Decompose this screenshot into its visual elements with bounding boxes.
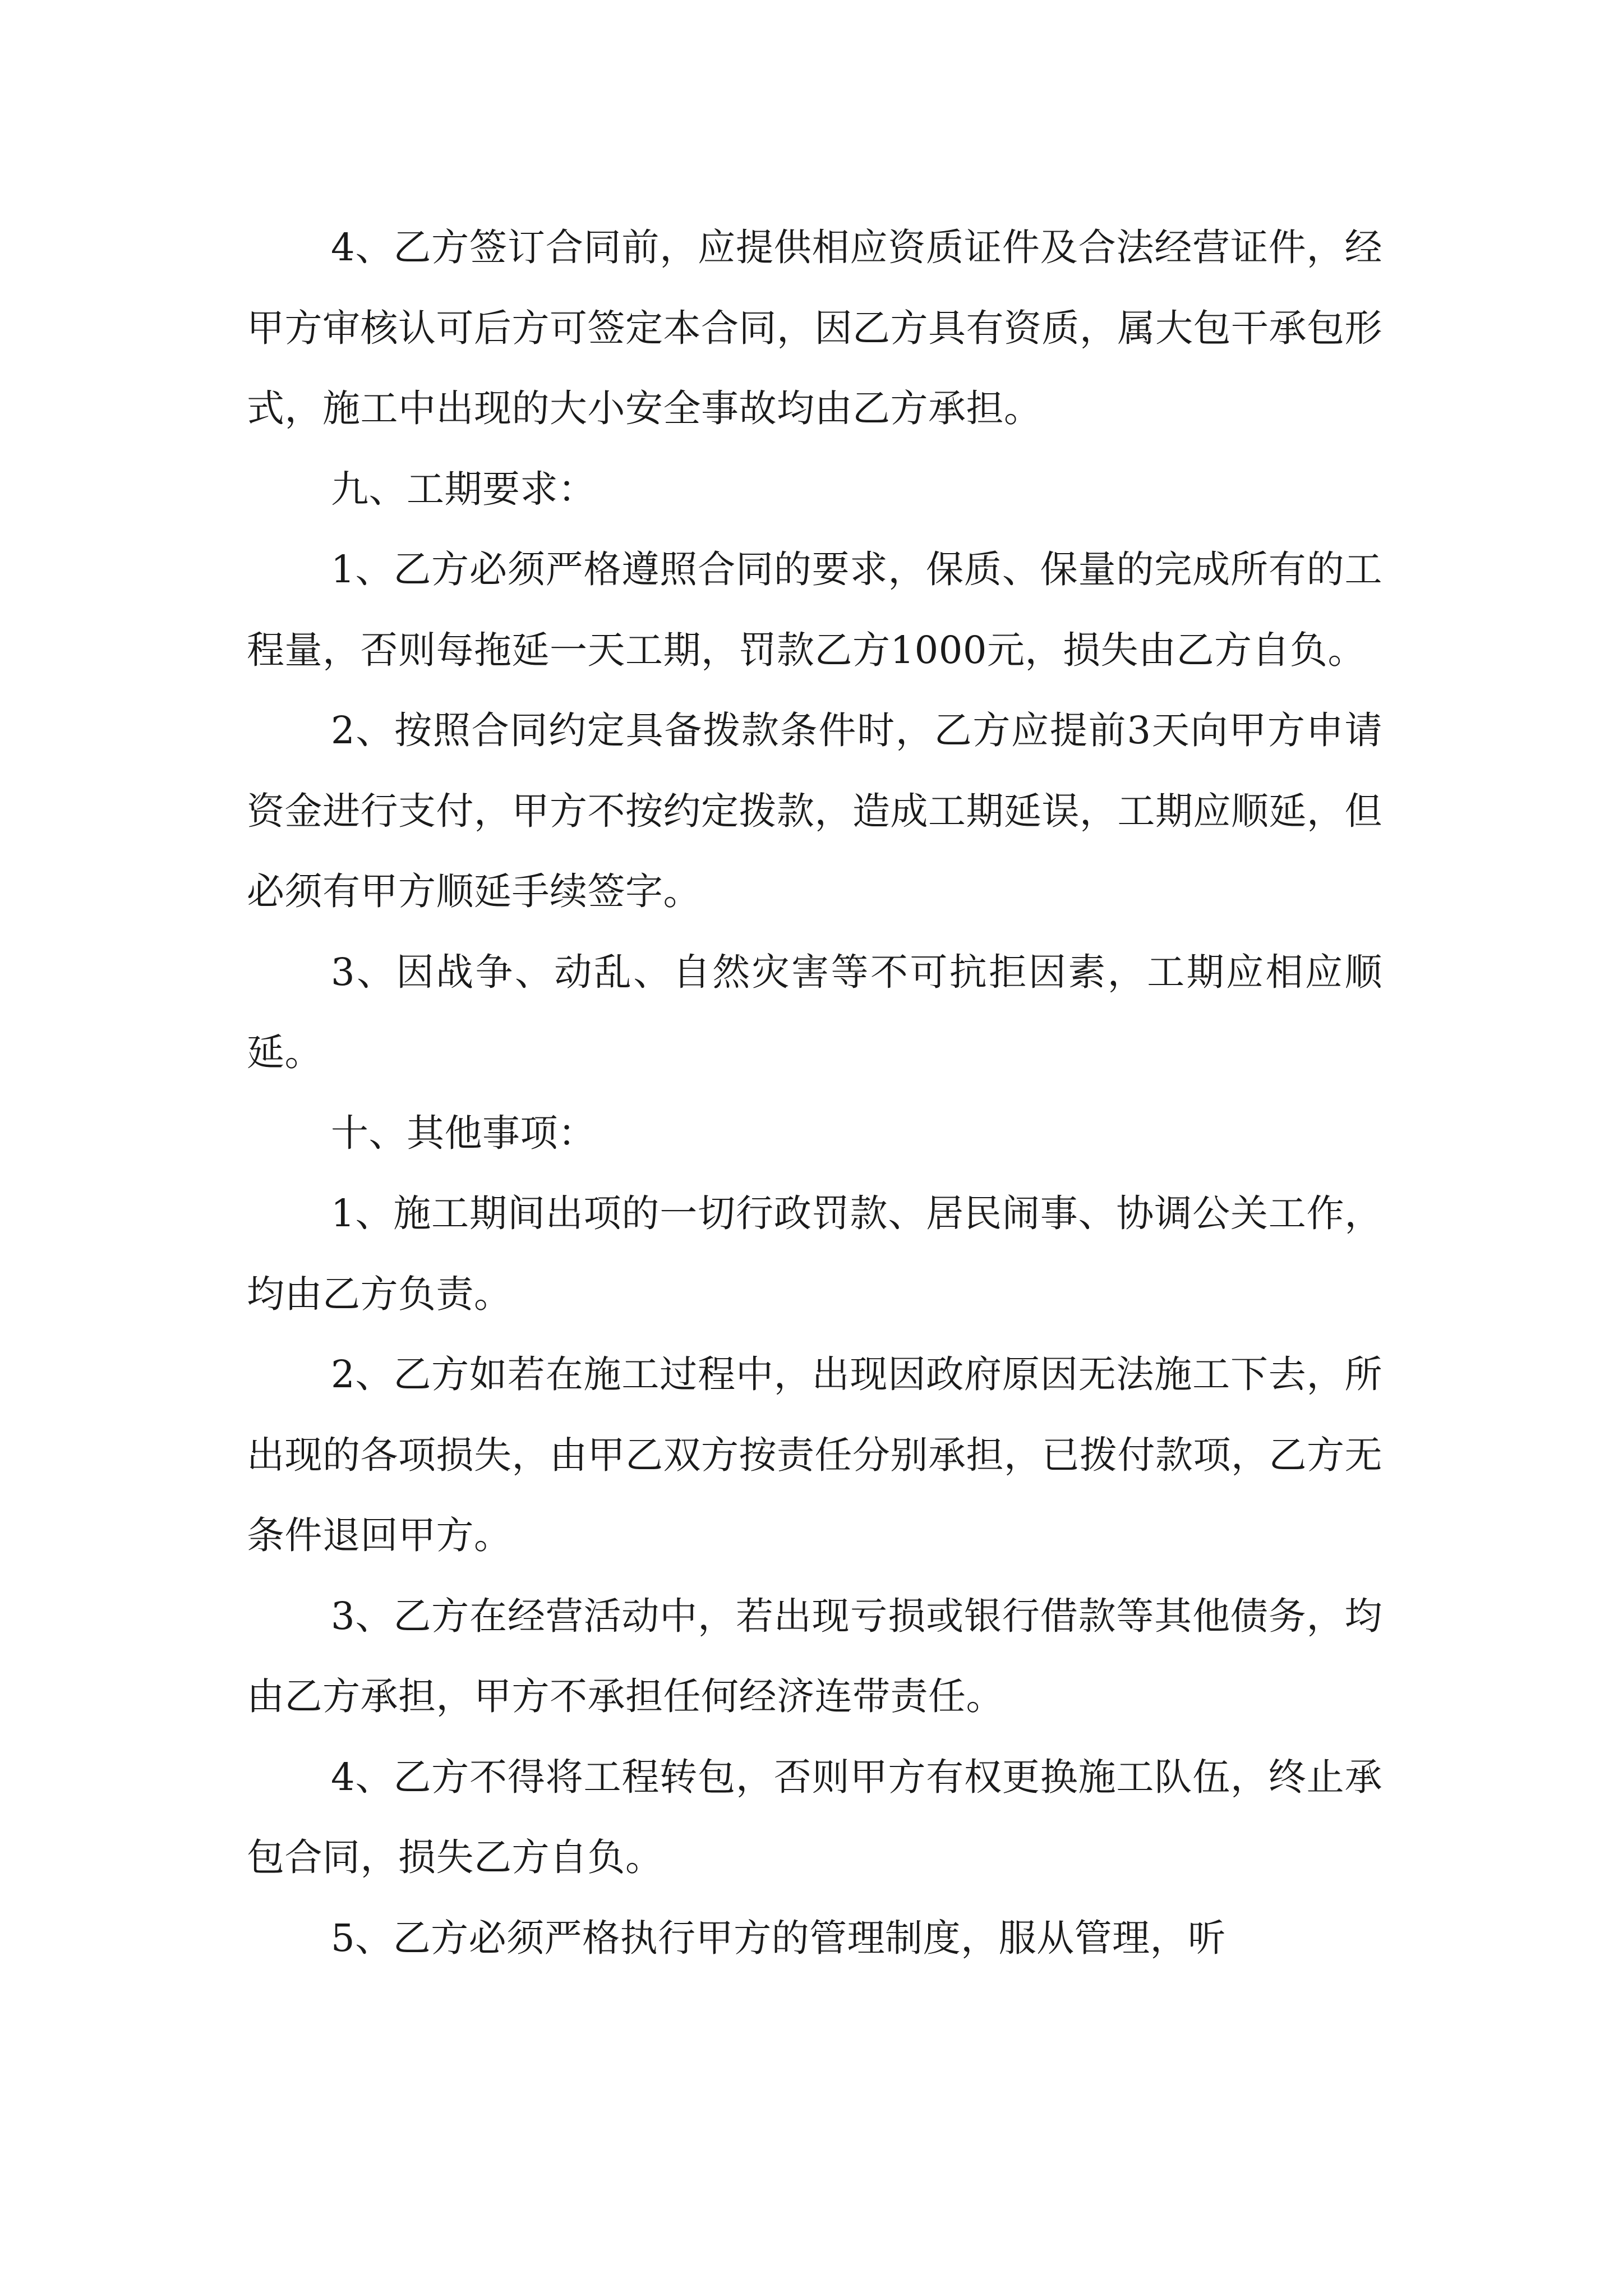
paragraph-other-clause-3: 3、乙方在经营活动中，若出现亏损或银行借款等其他债务，均由乙方承担，甲方不承担任何经济连带责任。: [247, 1594, 1382, 1718]
paragraph-schedule-clause-1: 1、乙方必须严格遵照合同的要求，保质、保量的完成所有的工程量，否则每拖延一天工期，罚款乙方1000元，损失由乙方自负。: [247, 547, 1382, 672]
document-body: [247, 208, 1382, 1978]
paragraph-other-clause-2: 2、乙方如若在施工过程中，出现因政府原因无法施工下去，所出现的各项损失，由甲乙双方按责任分别承担，已拨付款项，乙方无条件退回甲方。: [247, 1352, 1382, 1557]
paragraph-schedule-clause-3: 3、因战争、动乱、自然灾害等不可抗拒因素，工期应相应顺延。: [247, 950, 1382, 1074]
paragraph-clause-4-qualification: 4、乙方签订合同前，应提供相应资质证件及合法经营证件，经甲方审核认可后方可签定本合同，因乙方具有资质，属大包干承包形式，施工中出现的大小安全事故均由乙方承担。: [247, 226, 1382, 430]
paragraph-schedule-clause-2: 2、按照合同约定具备拨款条件时，乙方应提前3天向甲方申请资金进行支付，甲方不按约定拨款，造成工期延误，工期应顺延，但必须有甲方顺延手续签字。: [247, 708, 1382, 913]
section-heading-other-matters: 十、其他事项：: [331, 1111, 596, 1155]
paragraph-other-clause-1: 1、施工期间出项的一切行政罚款、居民闹事、协调公关工作，均由乙方负责。: [247, 1191, 1382, 1316]
paragraph-other-clause-4: 4、乙方不得将工程转包，否则甲方有权更换施工队伍，终止承包合同，损失乙方自负。: [247, 1755, 1382, 1879]
section-heading-schedule: 九、工期要求：: [331, 467, 596, 511]
paragraph-other-clause-5: 5、乙方必须严格执行甲方的管理制度，服从管理，听: [331, 1916, 1226, 1960]
